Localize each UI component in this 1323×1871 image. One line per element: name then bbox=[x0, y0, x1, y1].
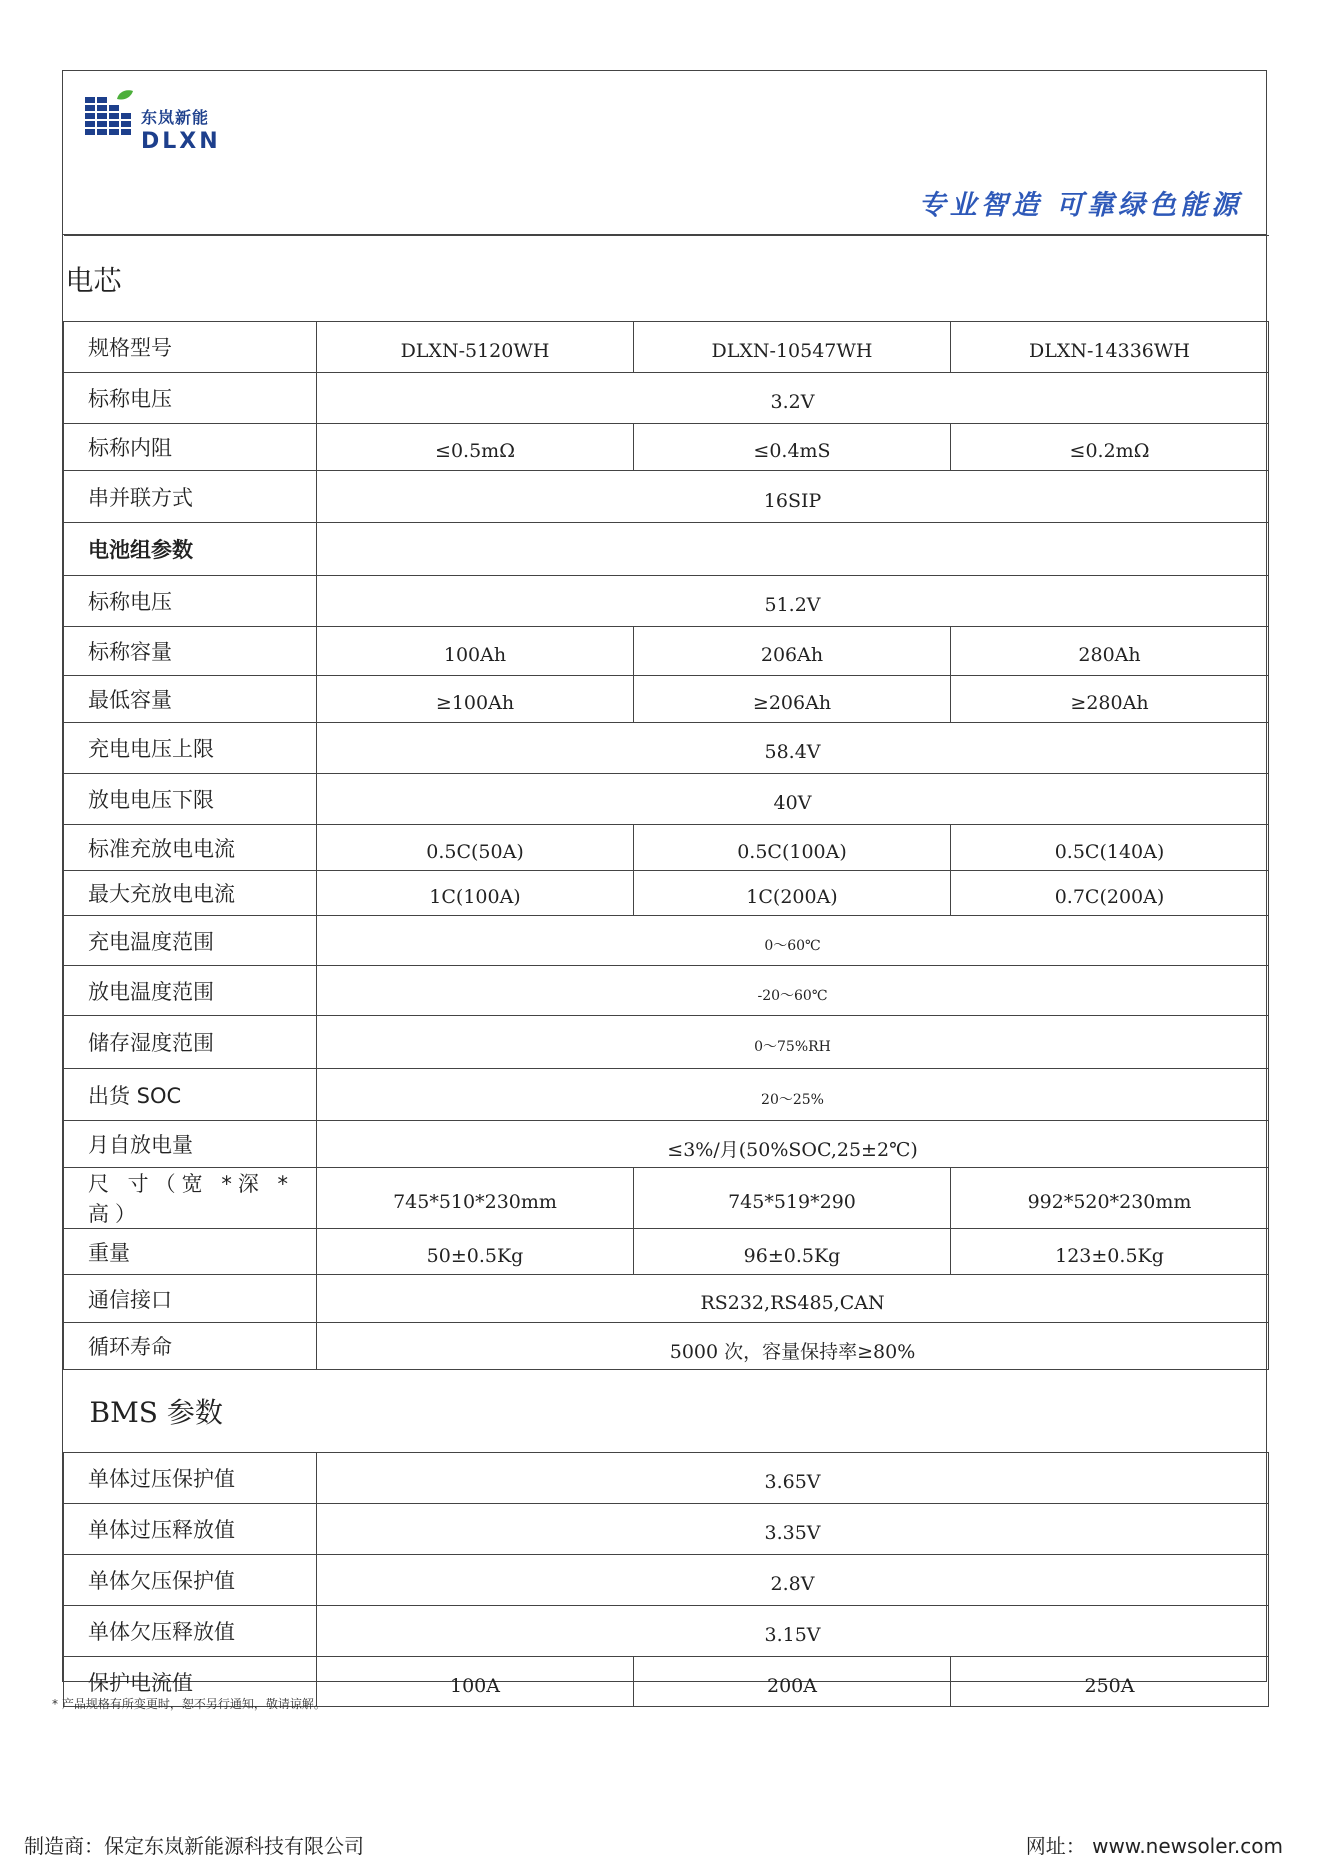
value-cell: 20～25% bbox=[317, 1069, 1269, 1121]
value-cell: 100Ah bbox=[317, 627, 634, 676]
row-label: 单体过压释放值 bbox=[64, 1504, 317, 1555]
value-cell: 206Ah bbox=[634, 627, 951, 676]
value-cell: 0～75%RH bbox=[317, 1016, 1269, 1069]
row-label: 标称内阻 bbox=[64, 424, 317, 471]
row-label: 循环寿命 bbox=[64, 1323, 317, 1370]
value-cell: 745*519*290 bbox=[634, 1168, 951, 1229]
solar-panel-icon bbox=[83, 87, 139, 147]
row-label: 最低容量 bbox=[64, 676, 317, 723]
header bbox=[63, 71, 1266, 235]
table-row bbox=[64, 1069, 1269, 1121]
table-row bbox=[64, 676, 1269, 723]
row-label: 单体欠压保护值 bbox=[64, 1555, 317, 1606]
value-cell: DLXN-5120WH bbox=[317, 322, 634, 373]
table-row bbox=[64, 1504, 1269, 1555]
company-logo bbox=[83, 87, 243, 154]
logo-name-en: DLXN bbox=[141, 129, 221, 154]
row-label: 规格型号 bbox=[64, 322, 317, 373]
value-cell: ≤0.5mΩ bbox=[317, 424, 634, 471]
section-title: 电芯 bbox=[64, 236, 1269, 322]
value-cell: 3.35V bbox=[317, 1504, 1269, 1555]
spec-table bbox=[63, 235, 1269, 1707]
row-label: 标准充放电电流 bbox=[64, 825, 317, 871]
spec-sheet bbox=[62, 70, 1267, 1697]
table-row bbox=[64, 1016, 1269, 1069]
value-cell: 992*520*230mm bbox=[951, 1168, 1269, 1229]
row-label: 放电电压下限 bbox=[64, 774, 317, 825]
row-label: 串并联方式 bbox=[64, 471, 317, 523]
value-cell: 3.65V bbox=[317, 1453, 1269, 1504]
value-cell: 0～60℃ bbox=[317, 916, 1269, 966]
table-row bbox=[64, 1229, 1269, 1275]
table-row bbox=[64, 966, 1269, 1016]
table-row bbox=[64, 471, 1269, 523]
table-row bbox=[64, 424, 1269, 471]
value-cell: 3.15V bbox=[317, 1606, 1269, 1657]
table-row bbox=[64, 1453, 1269, 1504]
row-label: 标称电压 bbox=[64, 576, 317, 627]
row-label: 月自放电量 bbox=[64, 1121, 317, 1168]
value-cell: 3.2V bbox=[317, 373, 1269, 424]
value-cell: 1C(200A) bbox=[634, 871, 951, 916]
value-cell: 5000 次，容量保持率≥80% bbox=[317, 1323, 1269, 1370]
value-cell: ≥206Ah bbox=[634, 676, 951, 723]
value-cell: 1C(100A) bbox=[317, 871, 634, 916]
value-cell: 123±0.5Kg bbox=[951, 1229, 1269, 1275]
value-cell: 0.7C(200A) bbox=[951, 871, 1269, 916]
table-row bbox=[64, 1555, 1269, 1606]
row-label: 储存湿度范围 bbox=[64, 1016, 317, 1069]
row-label: 充电电压上限 bbox=[64, 723, 317, 774]
table-row bbox=[64, 916, 1269, 966]
row-label: 保护电流值 bbox=[64, 1657, 317, 1707]
value-cell: 58.4V bbox=[317, 723, 1269, 774]
table-row bbox=[64, 774, 1269, 825]
table-row bbox=[64, 723, 1269, 774]
row-label: 尺 寸（宽 *深 *高） bbox=[64, 1168, 317, 1229]
value-cell: 250A bbox=[951, 1657, 1269, 1707]
value-cell: 96±0.5Kg bbox=[634, 1229, 951, 1275]
value-cell: RS232,RS485,CAN bbox=[317, 1275, 1269, 1323]
row-label: 最大充放电电流 bbox=[64, 871, 317, 916]
manufacturer-text: 制造商：保定东岚新能源科技有限公司 bbox=[24, 1834, 364, 1858]
value-cell: ≤3%/月(50%SOC,25±2℃) bbox=[317, 1121, 1269, 1168]
empty-cell bbox=[317, 523, 1269, 576]
table-row bbox=[64, 1275, 1269, 1323]
row-label: 放电温度范围 bbox=[64, 966, 317, 1016]
value-cell: 51.2V bbox=[317, 576, 1269, 627]
table-row bbox=[64, 627, 1269, 676]
value-cell: 745*510*230mm bbox=[317, 1168, 634, 1229]
slogan: 专业智造 可靠绿色能源 bbox=[918, 190, 1242, 221]
value-cell: -20～60℃ bbox=[317, 966, 1269, 1016]
table-row bbox=[64, 871, 1269, 916]
row-label: 单体欠压释放值 bbox=[64, 1606, 317, 1657]
value-cell: 50±0.5Kg bbox=[317, 1229, 634, 1275]
footnote: * 产品规格有所变更时，恕不另行通知，敬请谅解。 bbox=[52, 1697, 326, 1711]
value-cell: 280Ah bbox=[951, 627, 1269, 676]
value-cell: ≥280Ah bbox=[951, 676, 1269, 723]
table-row bbox=[64, 576, 1269, 627]
value-cell: ≤0.2mΩ bbox=[951, 424, 1269, 471]
value-cell: 16SIP bbox=[317, 471, 1269, 523]
section-row bbox=[64, 1370, 1269, 1453]
row-label: 重量 bbox=[64, 1229, 317, 1275]
table-row bbox=[64, 1168, 1269, 1229]
table-row bbox=[64, 1323, 1269, 1370]
website-text: 网址： www.newsoler.com bbox=[1025, 1834, 1283, 1858]
table-row bbox=[64, 373, 1269, 424]
row-label: 出货 SOC bbox=[64, 1069, 317, 1121]
row-label: 标称电压 bbox=[64, 373, 317, 424]
value-cell: 0.5C(140A) bbox=[951, 825, 1269, 871]
value-cell: ≤0.4mS bbox=[634, 424, 951, 471]
row-label: 标称容量 bbox=[64, 627, 317, 676]
subsection-row bbox=[64, 523, 1269, 576]
value-cell: DLXN-14336WH bbox=[951, 322, 1269, 373]
table-row bbox=[64, 825, 1269, 871]
table-row bbox=[64, 1121, 1269, 1168]
value-cell: 0.5C(100A) bbox=[634, 825, 951, 871]
value-cell: 40V bbox=[317, 774, 1269, 825]
logo-name-cn: 东岚新能 bbox=[141, 108, 210, 127]
value-cell: DLXN-10547WH bbox=[634, 322, 951, 373]
section-title: BMS 参数 bbox=[64, 1370, 1269, 1453]
value-cell: 0.5C(50A) bbox=[317, 825, 634, 871]
value-cell: ≥100Ah bbox=[317, 676, 634, 723]
row-label: 单体过压保护值 bbox=[64, 1453, 317, 1504]
value-cell: 2.8V bbox=[317, 1555, 1269, 1606]
table-row bbox=[64, 322, 1269, 373]
section-row bbox=[64, 236, 1269, 322]
subsection-title: 电池组参数 bbox=[64, 523, 317, 576]
value-cell: 100A bbox=[317, 1657, 634, 1707]
row-label: 充电温度范围 bbox=[64, 916, 317, 966]
table-row bbox=[64, 1606, 1269, 1657]
row-label: 通信接口 bbox=[64, 1275, 317, 1323]
value-cell: 200A bbox=[634, 1657, 951, 1707]
